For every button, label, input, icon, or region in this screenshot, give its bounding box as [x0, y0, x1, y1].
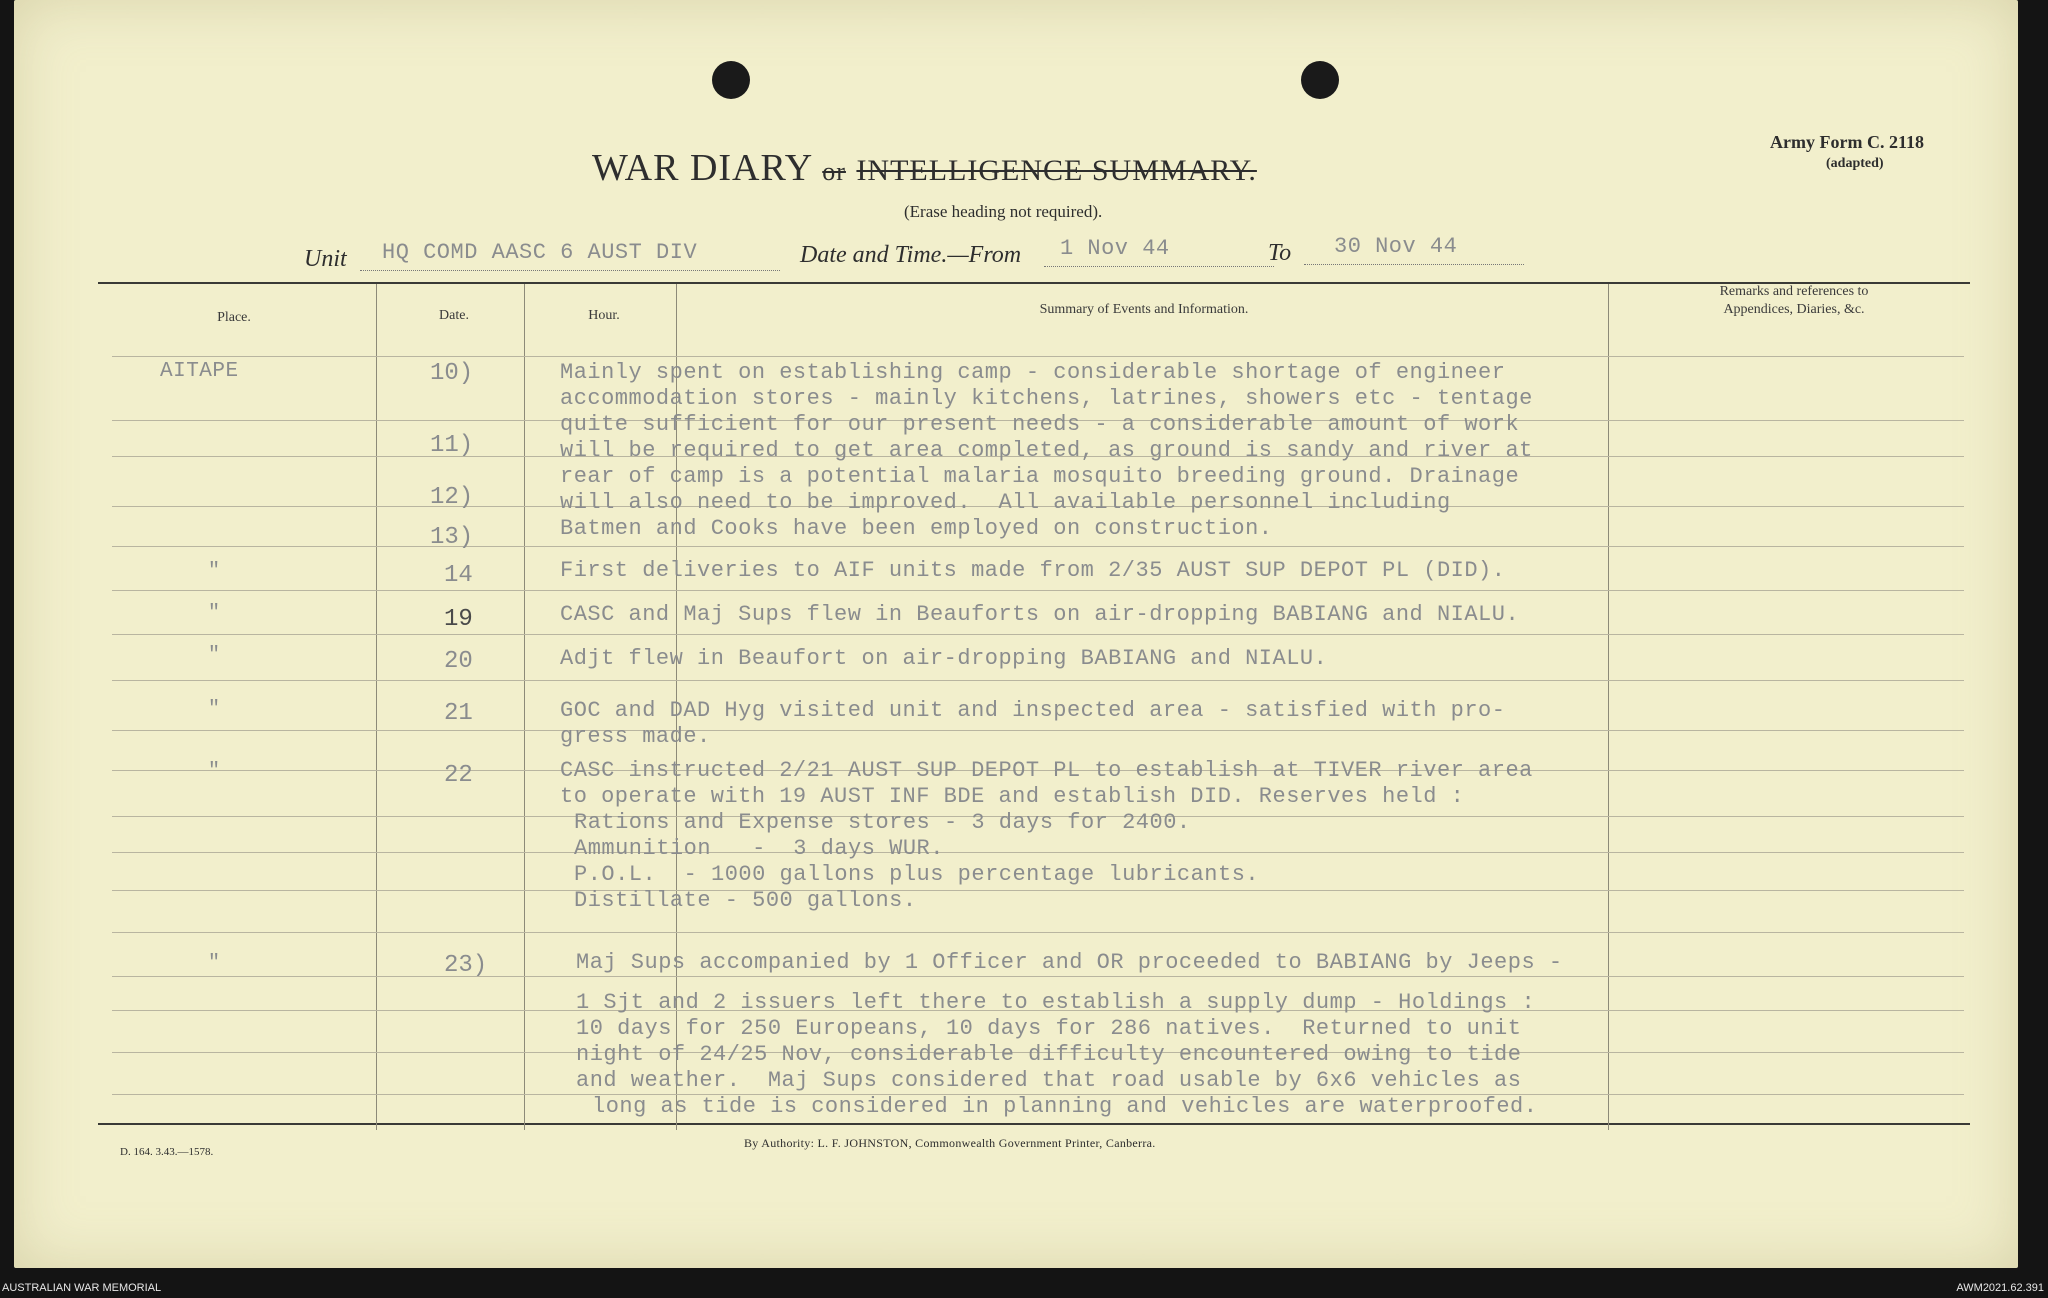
ruled-row-line [112, 590, 1964, 591]
column-header-place: Place. [217, 310, 251, 325]
entry-23-line2: 1 Sjt and 2 issuers left there to establish a supply dump - Holdings : [576, 990, 1536, 1015]
place-ditto-20: " [208, 644, 221, 667]
entry-23-line5: and weather. Maj Sups considered that road usable by 6x6 vehicles as [576, 1068, 1522, 1093]
entry-10-line3: quite sufficient for our present needs - a considerable amount of work [560, 412, 1520, 437]
date-20: 20 [444, 648, 473, 675]
entry-10-line4: will be required to get area completed, as ground is sandy and river at [560, 438, 1533, 463]
entry-10-line5: rear of camp is a potential malaria mosquito breeding ground. Drainage [560, 464, 1520, 489]
punch-hole-left [712, 61, 750, 99]
unit-label: Unit [304, 246, 347, 272]
entry-23-line6: long as tide is considered in planning and vehicles are waterproofed. [592, 1094, 1538, 1119]
ruled-row-line [112, 730, 1964, 731]
date-time-label: Date and Time.—From [800, 242, 1022, 268]
table-bottom-rule [98, 1123, 1970, 1125]
ruled-row-line [112, 634, 1964, 635]
ruled-row-line [112, 680, 1964, 681]
ruled-row-line [112, 852, 1964, 853]
entry-21-line2: gress made. [560, 724, 711, 749]
entry-23-line3: 10 days for 250 Europeans, 10 days for 286 natives. Returned to unit [576, 1016, 1522, 1041]
date-13: 13) [430, 524, 474, 551]
entry-22-line2: to operate with 19 AUST INF BDE and establish DID. Reserves held : [560, 784, 1465, 809]
entry-14: First deliveries to AIF units made from 2/35 AUST SUP DEPOT PL (DID). [560, 558, 1506, 583]
column-header-date: Date. [439, 308, 469, 323]
date-22: 22 [444, 762, 473, 789]
column-divider-date-hour [524, 284, 525, 1130]
archive-label: AUSTRALIAN WAR MEMORIAL [2, 1282, 162, 1294]
entry-23-line1: Maj Sups accompanied by 1 Officer and OR proceeded to BABIANG by Jeeps - [576, 950, 1563, 975]
ruled-row-line [112, 932, 1964, 933]
date-12: 12) [430, 484, 474, 511]
to-label: To [1268, 240, 1292, 266]
title-intelligence-summary: INTELLIGENCE SUMMARY. [856, 154, 1257, 187]
entry-10-line7: Batmen and Cooks have been employed on construction. [560, 516, 1273, 541]
place-ditto-23: " [208, 952, 221, 975]
date-11: 11) [430, 432, 474, 459]
ruled-row-line [112, 546, 1964, 547]
from-dotted-line [1044, 266, 1274, 267]
entry-21-line1: GOC and DAD Hyg visited unit and inspected area - satisfied with pro- [560, 698, 1506, 723]
column-divider-place-date [376, 284, 377, 1130]
date-21: 21 [444, 700, 473, 727]
date-23: 23) [444, 952, 488, 979]
erase-heading-note: (Erase heading not required). [904, 202, 1103, 221]
from-date-value: 1 Nov 44 [1060, 236, 1170, 261]
entry-10-line1: Mainly spent on establishing camp - considerable shortage of engineer [560, 360, 1506, 385]
ruled-row-line [112, 890, 1964, 891]
entry-23-line4: night of 24/25 Nov, considerable difficulty encountered owing to tide [576, 1042, 1522, 1067]
entry-19: CASC and Maj Sups flew in Beauforts on air-dropping BABIANG and NIALU. [560, 602, 1520, 627]
entry-10-line2: accommodation stores - mainly kitchens, latrines, showers etc - tentage [560, 386, 1533, 411]
title-or: or [822, 157, 846, 186]
entry-22-line3: Rations and Expense stores - 3 days for 2400. [574, 810, 1191, 835]
place-ditto-19: " [208, 602, 221, 625]
entry-10-line6: will also need to be improved. All available personnel including [560, 490, 1451, 515]
entry-22-line6: Distillate - 500 gallons. [574, 888, 917, 913]
printer-authority: By Authority: L. F. JOHNSTON, Commonwealth Government Printer, Canberra. [744, 1136, 1156, 1150]
place-ditto-14: " [208, 560, 221, 583]
date-10: 10) [430, 360, 474, 387]
to-dotted-line [1304, 264, 1524, 265]
entry-22-line5: P.O.L. - 1000 gallons plus percentage lubricants. [574, 862, 1260, 887]
to-date-value: 30 Nov 44 [1334, 234, 1458, 259]
date-14: 14 [444, 562, 473, 589]
column-header-summary: Summary of Events and Information. [1039, 302, 1249, 317]
army-form-adapted: (adapted) [1826, 156, 1884, 171]
archive-accession-number: AWM2021.62.391 [1956, 1282, 2044, 1294]
army-form-number: Army Form C. 2118 [1770, 132, 1924, 152]
unit-dotted-line [360, 270, 780, 271]
column-header-remarks-line2: Appendices, Diaries, &c. [1723, 302, 1865, 317]
column-header-remarks-line1: Remarks and references to [1719, 284, 1869, 299]
ruled-row-line [112, 356, 1964, 357]
ruled-row-line [112, 976, 1964, 977]
document-sheet [14, 0, 2018, 1268]
date-19: 19 [444, 606, 473, 633]
place-ditto-22: " [208, 760, 221, 783]
entry-22-line4: Ammunition - 3 days WUR. [574, 836, 944, 861]
place-aitape: AITAPE [160, 360, 239, 383]
page-title [592, 146, 1257, 190]
unit-value: HQ COMD AASC 6 AUST DIV [382, 240, 698, 265]
form-print-code: D. 164. 3.43.—1578. [120, 1146, 214, 1158]
title-war-diary: WAR DIARY [592, 147, 812, 189]
entry-20: Adjt flew in Beaufort on air-dropping BABIANG and NIALU. [560, 646, 1328, 671]
column-divider-summary-remarks [1608, 284, 1609, 1130]
place-ditto-21: " [208, 698, 221, 721]
punch-hole-right [1301, 61, 1339, 99]
entry-22-line1: CASC instructed 2/21 AUST SUP DEPOT PL to establish at TIVER river area [560, 758, 1533, 783]
column-header-hour: Hour. [588, 308, 620, 323]
